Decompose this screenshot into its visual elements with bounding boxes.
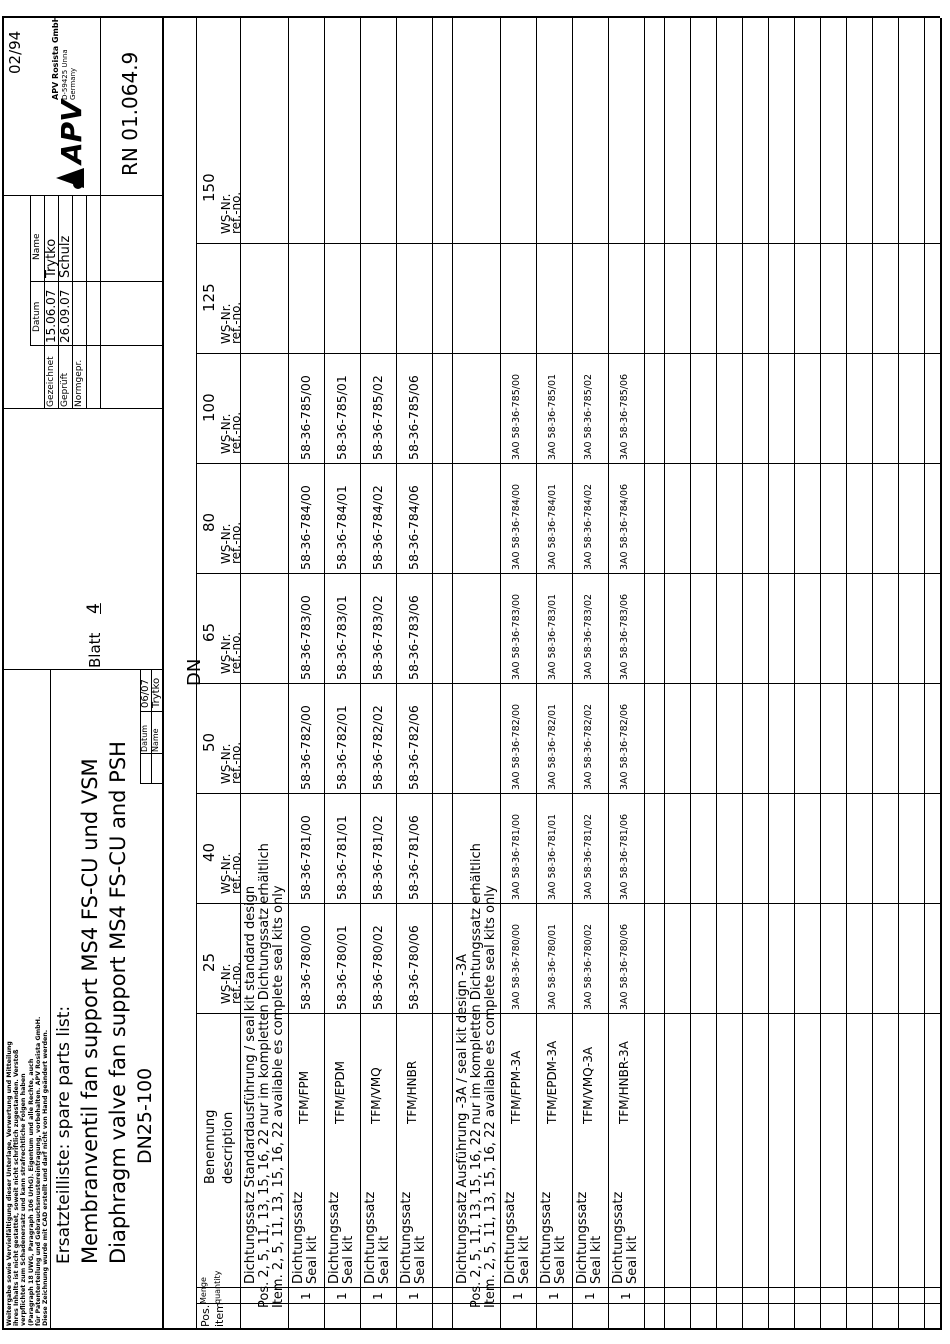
row-ref-number: 58-36-785/06 [406, 375, 421, 460]
row-ref-number: 3A0 58-36-784/02 [583, 483, 594, 570]
row-quantity: 1 [371, 1292, 385, 1300]
row-ref-number: 58-36-783/01 [334, 595, 349, 680]
legal-notice-line: für Patenterteilung und Gebrauchsmustereintragung, vorbehalten. APV Rosista GmbH. [34, 1016, 42, 1326]
section-note-de: Pos. 2, 5, 11, 13, 15, 16, 22 nur im kompletten Dichtungssatz erhältlich [257, 843, 272, 1308]
blatt-value: 4 [84, 603, 104, 614]
row-ref-number: 58-36-784/00 [298, 485, 313, 570]
row-ref-number: 58-36-781/02 [370, 815, 385, 900]
document-number: RN 01.064.9 [118, 51, 142, 176]
row-quantity: 1 [511, 1292, 525, 1300]
gezeichnet-name: Trytko [44, 238, 59, 278]
header-item: item [213, 1302, 226, 1327]
company-country: Germany [69, 67, 77, 100]
row-ref-number: 3A0 58-36-782/02 [583, 703, 594, 790]
row-name-en: Seal kit [625, 1235, 640, 1284]
size-header: 80 [200, 512, 218, 532]
row-ref-number: 58-36-780/00 [298, 925, 313, 1010]
row-ref-number: 58-36-785/01 [334, 375, 349, 460]
row-ref-number: 3A0 58-36-782/00 [511, 703, 522, 790]
row-name-en: Seal kit [377, 1235, 392, 1284]
row-ref-number: 3A0 58-36-780/01 [547, 923, 558, 1010]
row-ref-number: 3A0 58-36-783/01 [547, 593, 558, 680]
row-ref-number: 58-36-780/02 [370, 925, 385, 1010]
row-ref-number: 3A0 58-36-782/06 [619, 703, 630, 790]
row-ref-number: 3A0 58-36-781/01 [547, 813, 558, 900]
title-line-4: DN25-100 [134, 1067, 156, 1164]
row-name-de: Dichtungssatz [575, 1191, 590, 1284]
row-ref-number: 58-36-784/02 [370, 485, 385, 570]
row-name-de: Dichtungssatz [399, 1191, 414, 1284]
geprueft-name: Schulz [58, 235, 73, 278]
section-note-en: Item. 2, 5, 11, 13, 15, 16, 22 available es complete seal kits only [271, 885, 286, 1308]
row-name-de: Dichtungssatz [327, 1191, 342, 1284]
ref-no-label: ref.-no. [229, 851, 243, 894]
gezeichnet-datum: 15.06.07 [44, 289, 58, 343]
row-ref-number: 58-36-781/06 [406, 815, 421, 900]
size-header: 100 [200, 393, 218, 422]
row-ref-number: 3A0 58-36-781/02 [583, 813, 594, 900]
title-line-1: Ersatzteilliste: spare parts list: [54, 1005, 74, 1264]
size-header: 65 [200, 622, 218, 642]
row-ref-number: 3A0 58-36-785/01 [547, 373, 558, 460]
small-datum-label: Datum [140, 724, 149, 752]
ref-no-label: ref.-no. [229, 961, 243, 1004]
legal-notice-line: ihres Inhalts ist nicht gestattet, soweit nicht schriftlich zugestanden. Verstoß [13, 1049, 21, 1326]
normgepr-label: Normgepr. [74, 359, 84, 407]
small-name: Trytko [151, 677, 162, 708]
row-ref-number: 3A0 58-36-784/00 [511, 483, 522, 570]
row-ref-number: 3A0 58-36-785/02 [583, 373, 594, 460]
company-name: APV Rosista GmbH [51, 15, 60, 100]
row-ref-number: 58-36-785/02 [370, 375, 385, 460]
header-dn: DN [184, 658, 205, 686]
row-material: TFM/FPM-3A [509, 1050, 523, 1124]
row-ref-number: 3A0 58-36-784/06 [619, 483, 630, 570]
ws-nr-label: WS-Nr. [219, 633, 233, 674]
row-ref-number: 58-36-783/00 [298, 595, 313, 680]
legal-notice-line: verpflichtet zum Schadenersatz und kann strafrechtliche Folgen haben [20, 1073, 28, 1326]
row-ref-number: 3A0 58-36-781/06 [619, 813, 630, 900]
ref-no-label: ref.-no. [229, 521, 243, 564]
row-ref-number: 58-36-782/02 [370, 705, 385, 790]
ref-no-label: ref.-no. [229, 411, 243, 454]
ws-nr-label: WS-Nr. [219, 963, 233, 1004]
row-ref-number: 58-36-782/00 [298, 705, 313, 790]
header-quantity: quantity [213, 1270, 222, 1304]
title-line-3: Diaphragm valve fan support MS4 FS-CU and PSH [106, 741, 130, 1264]
size-header: 125 [200, 283, 218, 312]
row-ref-number: 58-36-780/06 [406, 925, 421, 1010]
section-note-de: Pos. 2, 5, 11, 13, 15, 16, 22 nur im kompletten Dichtungssatz erhältlich [469, 843, 484, 1308]
revision-datum-header: Datum [32, 301, 42, 332]
legal-notice-line: (Paragraph 18 UWG, Paragraph 106 UrhG). Eigentum und alle Rechte, auch [27, 1058, 35, 1326]
header-benennung: Benennung [203, 1109, 218, 1184]
row-ref-number: 3A0 58-36-780/02 [583, 923, 594, 1010]
row-ref-number: 3A0 58-36-784/01 [547, 483, 558, 570]
row-ref-number: 58-36-781/00 [298, 815, 313, 900]
section-note-en: Item. 2, 5, 11, 13, 15, 16, 22 available es complete seal kits only [483, 885, 498, 1308]
row-material: TFM/HNBR-3A [617, 1041, 631, 1124]
row-ref-number: 58-36-782/06 [406, 705, 421, 790]
ws-nr-label: WS-Nr. [219, 523, 233, 564]
ref-no-label: ref.-no. [229, 631, 243, 674]
size-header: 40 [200, 842, 218, 862]
row-material: TFM/EPDM [333, 1060, 347, 1124]
size-header: 50 [200, 732, 218, 752]
row-ref-number: 3A0 58-36-780/00 [511, 923, 522, 1010]
row-name-en: Seal kit [413, 1235, 428, 1284]
header-menge: Menge [199, 1277, 208, 1304]
ref-no-label: ref.-no. [229, 741, 243, 784]
ws-nr-label: WS-Nr. [219, 743, 233, 784]
company-city: D-59425 Unna [61, 49, 69, 100]
row-quantity: 1 [619, 1292, 633, 1300]
row-material: TFM/EPDM-3A [545, 1040, 559, 1124]
company-logo-text: APV [55, 100, 88, 164]
title-line-2: Membranventil fan support MS4 FS-CU und VSM [78, 758, 102, 1264]
row-quantity: 1 [299, 1292, 313, 1300]
row-ref-number: 3A0 58-36-783/06 [619, 593, 630, 680]
legal-notice-line: Diese Zeichnung wurde mit CAD erstellt und darf nicht von Hand geändert werden. [42, 1029, 50, 1326]
row-ref-number: 3A0 58-36-785/06 [619, 373, 630, 460]
legal-notice-line: Weitergabe sowie Vervielfältigung dieser Unterlage, Verwertung und Mitteilung [6, 1041, 13, 1326]
geprueft-label: Geprüft [60, 372, 70, 407]
row-name-de: Dichtungssatz [539, 1191, 554, 1284]
row-name-en: Seal kit [553, 1235, 568, 1284]
row-material: TFM/VMQ-3A [581, 1046, 595, 1124]
row-ref-number: 58-36-784/01 [334, 485, 349, 570]
row-material: TFM/HNBR [405, 1060, 419, 1124]
row-ref-number: 58-36-782/01 [334, 705, 349, 790]
sheet-number: 02/94 [6, 30, 24, 74]
row-ref-number: 58-36-784/06 [406, 485, 421, 570]
row-ref-number: 3A0 58-36-783/00 [511, 593, 522, 680]
row-ref-number: 3A0 58-36-785/00 [511, 373, 522, 460]
blatt-label: Blatt [86, 632, 104, 668]
ws-nr-label: WS-Nr. [219, 413, 233, 454]
row-quantity: 1 [335, 1292, 349, 1300]
row-name-de: Dichtungssatz [611, 1191, 626, 1284]
row-ref-number: 3A0 58-36-780/06 [619, 923, 630, 1010]
row-ref-number: 58-36-783/02 [370, 595, 385, 680]
row-ref-number: 3A0 58-36-781/00 [511, 813, 522, 900]
size-header: 25 [200, 952, 218, 972]
row-material: TFM/FPM [297, 1070, 311, 1124]
row-name-en: Seal kit [305, 1235, 320, 1284]
ws-nr-label: WS-Nr. [219, 853, 233, 894]
ref-no-label: ref.-no. [229, 301, 243, 344]
ws-nr-label: WS-Nr. [219, 193, 233, 234]
header-description: description [221, 1111, 236, 1184]
row-ref-number: 3A0 58-36-783/02 [583, 593, 594, 680]
row-name-en: Seal kit [341, 1235, 356, 1284]
row-name-en: Seal kit [517, 1235, 532, 1284]
row-material: TFM/VMQ [369, 1067, 383, 1124]
row-quantity: 1 [407, 1292, 421, 1300]
small-datum: 06/07 [140, 679, 151, 708]
row-quantity: 1 [547, 1292, 561, 1300]
header-pos: Pos. [199, 1304, 212, 1327]
gezeichnet-label: Gezeichnet [46, 356, 56, 407]
row-ref-number: 58-36-781/01 [334, 815, 349, 900]
revision-name-header: Name [32, 233, 42, 260]
legal-notice [6, 856, 49, 1326]
section-title: Dichtungssatz Standardausführung / seal kit standard design [243, 885, 258, 1284]
row-name-de: Dichtungssatz [503, 1191, 518, 1284]
size-header: 150 [200, 173, 218, 202]
row-ref-number: 58-36-785/00 [298, 375, 313, 460]
small-name-label: Name [151, 728, 160, 752]
row-ref-number: 3A0 58-36-782/01 [547, 703, 558, 790]
row-name-de: Dichtungssatz [291, 1191, 306, 1284]
geprueft-datum: 26.09.07 [58, 289, 72, 343]
row-quantity: 1 [583, 1292, 597, 1300]
row-ref-number: 58-36-783/06 [406, 595, 421, 680]
row-ref-number: 58-36-780/01 [334, 925, 349, 1010]
section-title: Dichtungssatz Ausführung -3A / seal kit design -3A [455, 953, 470, 1284]
ref-no-label: ref.-no. [229, 191, 243, 234]
row-name-de: Dichtungssatz [363, 1191, 378, 1284]
row-name-en: Seal kit [589, 1235, 604, 1284]
ws-nr-label: WS-Nr. [219, 303, 233, 344]
